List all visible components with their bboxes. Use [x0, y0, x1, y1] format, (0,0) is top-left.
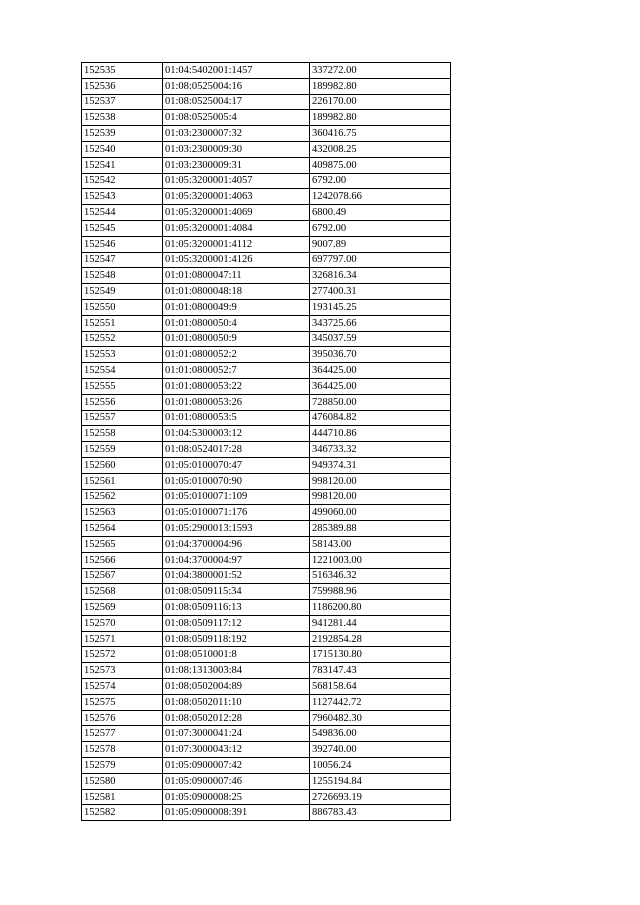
data-table — [81, 62, 451, 821]
amount-cell: 568158.64 — [310, 679, 451, 695]
table-row — [82, 268, 451, 284]
table-row — [82, 410, 451, 426]
amount-cell: 395036.70 — [310, 347, 451, 363]
amount-cell: 1255194.84 — [310, 773, 451, 789]
row-number-cell: 152558 — [82, 426, 163, 442]
row-number-cell: 152568 — [82, 584, 163, 600]
cadastral-number-cell: 01:07:3000043:12 — [163, 742, 310, 758]
cadastral-number-cell: 01:04:3700004:97 — [163, 552, 310, 568]
cadastral-number-cell: 01:08:0525004:16 — [163, 78, 310, 94]
table-row — [82, 647, 451, 663]
cadastral-number-cell: 01:05:3200001:4126 — [163, 252, 310, 268]
row-number-cell: 152571 — [82, 631, 163, 647]
table-row — [82, 615, 451, 631]
row-number-cell: 152569 — [82, 600, 163, 616]
amount-cell: 326816.34 — [310, 268, 451, 284]
cadastral-number-cell: 01:01:0800052:7 — [163, 363, 310, 379]
row-number-cell: 152567 — [82, 568, 163, 584]
amount-cell: 2192854.28 — [310, 631, 451, 647]
row-number-cell: 152555 — [82, 378, 163, 394]
cadastral-number-cell: 01:01:0800047:11 — [163, 268, 310, 284]
amount-cell: 193145.25 — [310, 299, 451, 315]
amount-cell: 189982.80 — [310, 110, 451, 126]
row-number-cell: 152551 — [82, 315, 163, 331]
row-number-cell: 152578 — [82, 742, 163, 758]
table-row — [82, 173, 451, 189]
row-number-cell: 152560 — [82, 457, 163, 473]
table-row — [82, 568, 451, 584]
cadastral-number-cell: 01:04:5300003:12 — [163, 426, 310, 442]
table-row — [82, 789, 451, 805]
row-number-cell: 152565 — [82, 536, 163, 552]
table-row — [82, 536, 451, 552]
cadastral-number-cell: 01:05:0100070:90 — [163, 473, 310, 489]
row-number-cell: 152541 — [82, 157, 163, 173]
amount-cell: 949374.31 — [310, 457, 451, 473]
table-row — [82, 347, 451, 363]
row-number-cell: 152544 — [82, 205, 163, 221]
row-number-cell: 152577 — [82, 726, 163, 742]
amount-cell: 1715130.80 — [310, 647, 451, 663]
cadastral-number-cell: 01:04:5402001:1457 — [163, 63, 310, 79]
cadastral-number-cell: 01:08:0502012:28 — [163, 710, 310, 726]
cadastral-number-cell: 01:08:0510001:8 — [163, 647, 310, 663]
cadastral-number-cell: 01:01:0800053:26 — [163, 394, 310, 410]
cadastral-number-cell: 01:04:3800001:52 — [163, 568, 310, 584]
cadastral-number-cell: 01:08:0502004:89 — [163, 679, 310, 695]
amount-cell: 697797.00 — [310, 252, 451, 268]
row-number-cell: 152564 — [82, 521, 163, 537]
table-row — [82, 505, 451, 521]
amount-cell: 783147.43 — [310, 663, 451, 679]
amount-cell: 2726693.19 — [310, 789, 451, 805]
amount-cell: 58143.00 — [310, 536, 451, 552]
cadastral-number-cell: 01:04:3700004:96 — [163, 536, 310, 552]
cadastral-number-cell: 01:05:3200001:4063 — [163, 189, 310, 205]
row-number-cell: 152542 — [82, 173, 163, 189]
table-row — [82, 110, 451, 126]
cadastral-number-cell: 01:08:0509116:13 — [163, 600, 310, 616]
amount-cell: 392740.00 — [310, 742, 451, 758]
cadastral-number-cell: 01:01:0800053:22 — [163, 378, 310, 394]
cadastral-number-cell: 01:03:2300007:32 — [163, 126, 310, 142]
row-number-cell: 152546 — [82, 236, 163, 252]
table-row — [82, 552, 451, 568]
cadastral-number-cell: 01:05:0100071:109 — [163, 489, 310, 505]
row-number-cell: 152538 — [82, 110, 163, 126]
table-row — [82, 521, 451, 537]
amount-cell: 10056.24 — [310, 758, 451, 774]
row-number-cell: 152540 — [82, 141, 163, 157]
cadastral-number-cell: 01:08:0525004:17 — [163, 94, 310, 110]
amount-cell: 549836.00 — [310, 726, 451, 742]
cadastral-number-cell: 01:03:2300009:31 — [163, 157, 310, 173]
cadastral-number-cell: 01:05:0900008:391 — [163, 805, 310, 821]
row-number-cell: 152580 — [82, 773, 163, 789]
row-number-cell: 152550 — [82, 299, 163, 315]
table-row — [82, 694, 451, 710]
table-row — [82, 710, 451, 726]
cadastral-number-cell: 01:08:0525005:4 — [163, 110, 310, 126]
row-number-cell: 152566 — [82, 552, 163, 568]
amount-cell: 9007.89 — [310, 236, 451, 252]
table-row — [82, 489, 451, 505]
cadastral-number-cell: 01:03:2300009:30 — [163, 141, 310, 157]
cadastral-number-cell: 01:08:0502011:10 — [163, 694, 310, 710]
cadastral-number-cell: 01:05:0100070:47 — [163, 457, 310, 473]
table-row — [82, 742, 451, 758]
table-row — [82, 236, 451, 252]
row-number-cell: 152561 — [82, 473, 163, 489]
amount-cell: 998120.00 — [310, 473, 451, 489]
table-row — [82, 315, 451, 331]
amount-cell: 409875.00 — [310, 157, 451, 173]
amount-cell: 343725.66 — [310, 315, 451, 331]
amount-cell: 728850.00 — [310, 394, 451, 410]
table-row — [82, 758, 451, 774]
amount-cell: 1186200.80 — [310, 600, 451, 616]
row-number-cell: 152574 — [82, 679, 163, 695]
table-row — [82, 205, 451, 221]
row-number-cell: 152545 — [82, 220, 163, 236]
amount-cell: 941281.44 — [310, 615, 451, 631]
table-row — [82, 663, 451, 679]
table-row — [82, 442, 451, 458]
amount-cell: 886783.43 — [310, 805, 451, 821]
table-row — [82, 426, 451, 442]
cadastral-number-cell: 01:01:0800052:2 — [163, 347, 310, 363]
row-number-cell: 152581 — [82, 789, 163, 805]
amount-cell: 6800.49 — [310, 205, 451, 221]
amount-cell: 360416.75 — [310, 126, 451, 142]
amount-cell: 6792.00 — [310, 220, 451, 236]
cadastral-number-cell: 01:05:3200001:4069 — [163, 205, 310, 221]
cadastral-number-cell: 01:01:0800050:9 — [163, 331, 310, 347]
cadastral-number-cell: 01:05:3200001:4084 — [163, 220, 310, 236]
table-row — [82, 157, 451, 173]
cadastral-number-cell: 01:08:0509118:192 — [163, 631, 310, 647]
amount-cell: 226170.00 — [310, 94, 451, 110]
row-number-cell: 152572 — [82, 647, 163, 663]
cadastral-number-cell: 01:01:0800048:18 — [163, 284, 310, 300]
row-number-cell: 152536 — [82, 78, 163, 94]
table-row — [82, 726, 451, 742]
row-number-cell: 152554 — [82, 363, 163, 379]
cadastral-number-cell: 01:05:0900008:25 — [163, 789, 310, 805]
row-number-cell: 152547 — [82, 252, 163, 268]
table-row — [82, 773, 451, 789]
row-number-cell: 152537 — [82, 94, 163, 110]
amount-cell: 432008.25 — [310, 141, 451, 157]
row-number-cell: 152556 — [82, 394, 163, 410]
cadastral-number-cell: 01:05:3200001:4112 — [163, 236, 310, 252]
amount-cell: 6792.00 — [310, 173, 451, 189]
row-number-cell: 152563 — [82, 505, 163, 521]
row-number-cell: 152559 — [82, 442, 163, 458]
table-row — [82, 473, 451, 489]
amount-cell: 7960482.30 — [310, 710, 451, 726]
table-row — [82, 631, 451, 647]
row-number-cell: 152570 — [82, 615, 163, 631]
cadastral-number-cell: 01:08:0509115:34 — [163, 584, 310, 600]
amount-cell: 337272.00 — [310, 63, 451, 79]
table-row — [82, 141, 451, 157]
table-row — [82, 331, 451, 347]
amount-cell: 345037.59 — [310, 331, 451, 347]
table-row — [82, 252, 451, 268]
table-row — [82, 94, 451, 110]
row-number-cell: 152535 — [82, 63, 163, 79]
row-number-cell: 152573 — [82, 663, 163, 679]
data-table-body — [82, 63, 451, 821]
table-row — [82, 394, 451, 410]
cadastral-number-cell: 01:08:0524017:28 — [163, 442, 310, 458]
row-number-cell: 152562 — [82, 489, 163, 505]
table-row — [82, 457, 451, 473]
amount-cell: 499060.00 — [310, 505, 451, 521]
table-row — [82, 284, 451, 300]
table-row — [82, 679, 451, 695]
row-number-cell: 152549 — [82, 284, 163, 300]
amount-cell: 1221003.00 — [310, 552, 451, 568]
amount-cell: 444710.86 — [310, 426, 451, 442]
row-number-cell: 152557 — [82, 410, 163, 426]
table-row — [82, 363, 451, 379]
amount-cell: 277400.31 — [310, 284, 451, 300]
cadastral-number-cell: 01:08:1313003:84 — [163, 663, 310, 679]
row-number-cell: 152576 — [82, 710, 163, 726]
cadastral-number-cell: 01:07:3000041:24 — [163, 726, 310, 742]
table-row — [82, 63, 451, 79]
table-row — [82, 378, 451, 394]
table-row — [82, 584, 451, 600]
amount-cell: 364425.00 — [310, 378, 451, 394]
amount-cell: 476084.82 — [310, 410, 451, 426]
amount-cell: 364425.00 — [310, 363, 451, 379]
amount-cell: 346733.32 — [310, 442, 451, 458]
cadastral-number-cell: 01:01:0800050:4 — [163, 315, 310, 331]
cadastral-number-cell: 01:05:0900007:46 — [163, 773, 310, 789]
table-row — [82, 126, 451, 142]
row-number-cell: 152575 — [82, 694, 163, 710]
row-number-cell: 152579 — [82, 758, 163, 774]
cadastral-number-cell: 01:01:0800049:9 — [163, 299, 310, 315]
row-number-cell: 152582 — [82, 805, 163, 821]
amount-cell: 516346.32 — [310, 568, 451, 584]
amount-cell: 189982.80 — [310, 78, 451, 94]
amount-cell: 1127442.72 — [310, 694, 451, 710]
table-row — [82, 299, 451, 315]
row-number-cell: 152539 — [82, 126, 163, 142]
cadastral-number-cell: 01:05:0900007:42 — [163, 758, 310, 774]
cadastral-number-cell: 01:05:2900013:1593 — [163, 521, 310, 537]
table-row — [82, 220, 451, 236]
amount-cell: 998120.00 — [310, 489, 451, 505]
table-row — [82, 805, 451, 821]
amount-cell: 759988.96 — [310, 584, 451, 600]
row-number-cell: 152543 — [82, 189, 163, 205]
cadastral-number-cell: 01:05:3200001:4057 — [163, 173, 310, 189]
table-row — [82, 189, 451, 205]
row-number-cell: 152548 — [82, 268, 163, 284]
amount-cell: 1242078.66 — [310, 189, 451, 205]
cadastral-number-cell: 01:05:0100071:176 — [163, 505, 310, 521]
cadastral-number-cell: 01:08:0509117:12 — [163, 615, 310, 631]
cadastral-number-cell: 01:01:0800053:5 — [163, 410, 310, 426]
row-number-cell: 152553 — [82, 347, 163, 363]
row-number-cell: 152552 — [82, 331, 163, 347]
amount-cell: 285389.88 — [310, 521, 451, 537]
table-row — [82, 78, 451, 94]
table-row — [82, 600, 451, 616]
